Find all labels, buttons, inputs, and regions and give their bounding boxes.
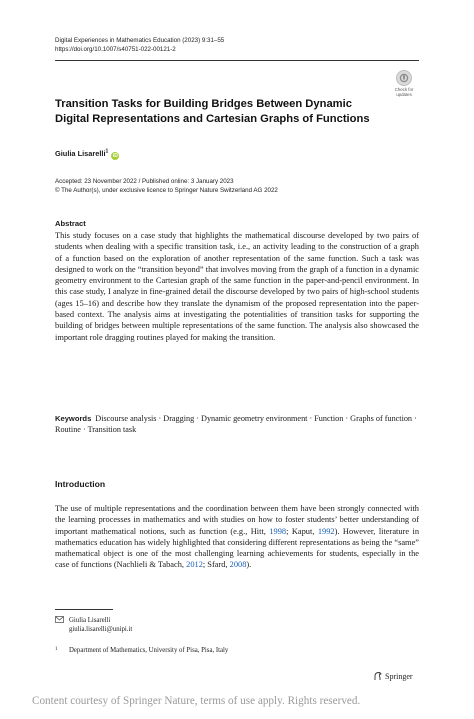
intro-text: ; Sfard, bbox=[202, 560, 230, 570]
abstract-heading: Abstract bbox=[55, 219, 86, 228]
intro-text: The use of multiple representations and the coordination between them have been strongly connected with the learning processes in mathematics and with studies on how to foster students’ better understanding of important mathematical notions, such as function (e.g., Hitt, bbox=[55, 504, 419, 536]
contact-email[interactable]: giulia.lisarelli@unipi.it bbox=[69, 626, 133, 633]
journal-header bbox=[55, 36, 224, 54]
intro-text: ). bbox=[246, 560, 252, 570]
corresponding-author bbox=[69, 616, 132, 634]
affiliation-number: 1 bbox=[55, 647, 58, 652]
check-for-updates-label: Check for updates bbox=[394, 87, 414, 97]
author-line bbox=[55, 149, 119, 160]
footnote-rule bbox=[55, 609, 113, 610]
check-for-updates-icon bbox=[396, 70, 412, 86]
journal-citation: Digital Experiences in Mathematics Education (2023) 9:31–55 bbox=[55, 37, 225, 44]
copyright-notice: © The Author(s), under exclusive licence to Springer Nature Switzerland AG 2022 bbox=[55, 187, 278, 194]
intro-text: ). However, literature in mathematics education has widely highlighted that considering different representations as being the “same” mathematical object is one of the most challenging learning achievements for students, especially in the case of functions (Nachlieli & Tabach, bbox=[55, 526, 420, 570]
abstract-text: This study focuses on a case study that highlights the mathematical discourse developed by two pairs of students when dealing with a specific transition task, i.e., an activity leading to the construction of a graph of a function based on the exploration of another representation of the same function. Such a task was designed to work on the “transition beyond” that involves moving from the graph of a function in a dynamic geometry environment to the Cartesian graph of the same function in the paper-and-pencil environment. In this case study, I analyze in fine-grained detail the discourse developed by two pairs of high-school students (ages 15–16) and describe how they translate the dynamism of the proposed representation into the paper-based context. The analysis aims at investigating the potentialities of transition tasks for supporting the building of bridges between multiple representations of the same function. The analysis also showcased the important role dragging routines played for making the transition. bbox=[55, 231, 419, 342]
introduction-paragraph bbox=[55, 503, 419, 571]
article-title: Transition Tasks for Building Bridges Between Dynamic Digital Representations and Cartesian Graphs of Functions bbox=[55, 98, 370, 125]
citation-link[interactable]: 1998 bbox=[269, 526, 287, 536]
intro-text: ; Kaput, bbox=[286, 526, 318, 536]
doi-link[interactable]: https://doi.org/10.1007/s40751-022-00121-2 bbox=[55, 46, 176, 53]
header-rule bbox=[55, 60, 419, 61]
springer-logo bbox=[373, 671, 413, 682]
keywords bbox=[55, 413, 419, 436]
introduction-heading: Introduction bbox=[55, 479, 106, 489]
accepted-published-dates: Accepted: 23 November 2022 / Published online: 3 January 2023 bbox=[55, 178, 234, 185]
publisher-name: Springer bbox=[385, 672, 413, 681]
citation-link[interactable]: 2008 bbox=[229, 560, 247, 570]
orcid-icon[interactable]: iD bbox=[112, 153, 118, 159]
citation-link[interactable]: 1992 bbox=[317, 526, 335, 536]
keywords-label: Keywords bbox=[55, 414, 92, 423]
contact-name: Giulia Lisarelli bbox=[69, 617, 111, 624]
keywords-list: Discourse analysis · Dragging · Dynamic geometry environment · Function · Graphs of function · Routine · Transition task bbox=[55, 414, 417, 435]
author-affil-mark: 1 bbox=[105, 148, 109, 155]
springer-horse-icon bbox=[373, 671, 383, 681]
courtesy-notice: Content courtesy of Springer Nature, terms of use apply. Rights reserved. bbox=[32, 695, 361, 707]
publication-dates bbox=[55, 177, 278, 195]
citation-link[interactable]: 2012 bbox=[186, 560, 203, 570]
affiliation-text: Department of Mathematics, University of Pisa, Pisa, Italy bbox=[69, 647, 229, 654]
author-name[interactable]: Giulia Lisarelli bbox=[55, 149, 106, 158]
check-for-updates-badge[interactable] bbox=[390, 70, 418, 100]
envelope-icon bbox=[55, 616, 64, 623]
